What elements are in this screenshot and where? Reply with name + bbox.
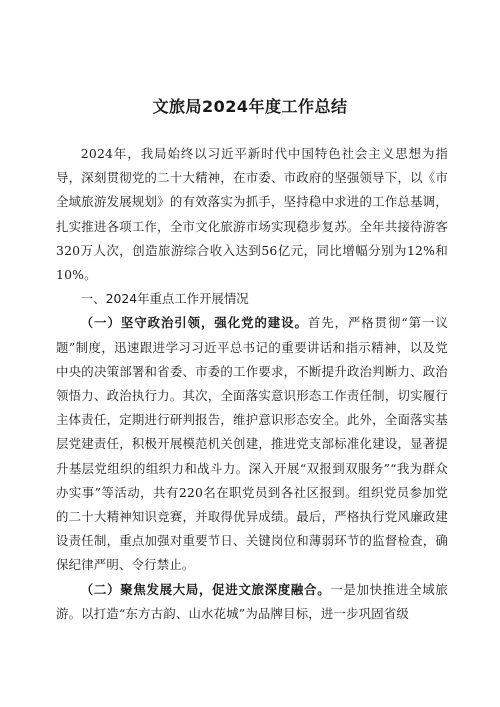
item-1-body: 首先，严格贯彻“第一议题”制度，迅速跟进学习习近平总书记的重要讲话和指示精神，以及党中央的决策部署和省委、市委的工作要求，不断提升政治判断力、政治领悟力、政治执行力。其次，全面落实意识形态工作责任制，切实履行主体责任，定期进行研判报告，维护意识形态安全。此外，全面落实基层党建责任，积极开展模范机关创建，推进党支部标准化建设，显著提升基层党组织的组织力和战斗力。深入开展“双报到双服务”“我为群众办实事”等活动，共有220名在职党员到各社区报到。组织党员参加党的二十大精神知识竞赛，并取得优异成绩。最后，严格执行党风廉政建设责任制，重点加强对重要节日、关键岗位和薄弱环节的监督检查，确保纪律严明、令行禁止。	[56, 315, 448, 573]
item-1-paragraph	[56, 311, 448, 577]
document-body	[56, 142, 448, 626]
intro-paragraph: 2024年，我局始终以习近平新时代中国特色社会主义思想为指导，深刻贯彻党的二十大精神，在市委、市政府的坚强领导下，以《市全域旅游发展规划》的有效落实为抓手，坚持稳中求进的工作总基调，扎实推进各项工作，全市文化旅游市场实现稳步复苏。全年共接待游客320万人次，创造旅游综合收入达到56亿元，同比增幅分别为12%和10%。	[56, 146, 448, 283]
item-1-lead: （一）坚守政治引领，强化党的建设。	[80, 315, 308, 331]
item-2-body: 一是加快推进全域旅游。以打造“东方古韵、山水花城”为品牌目标，进一步巩固省级	[56, 581, 448, 621]
item-2-lead: （二）聚焦发展大局，促进文旅深度融合。	[80, 581, 331, 597]
document-title: 文旅局2024年度工作总结	[152, 97, 348, 116]
item-2-paragraph	[56, 578, 448, 626]
section-heading-1: 一、2024年重点工作开展情况	[80, 291, 249, 307]
